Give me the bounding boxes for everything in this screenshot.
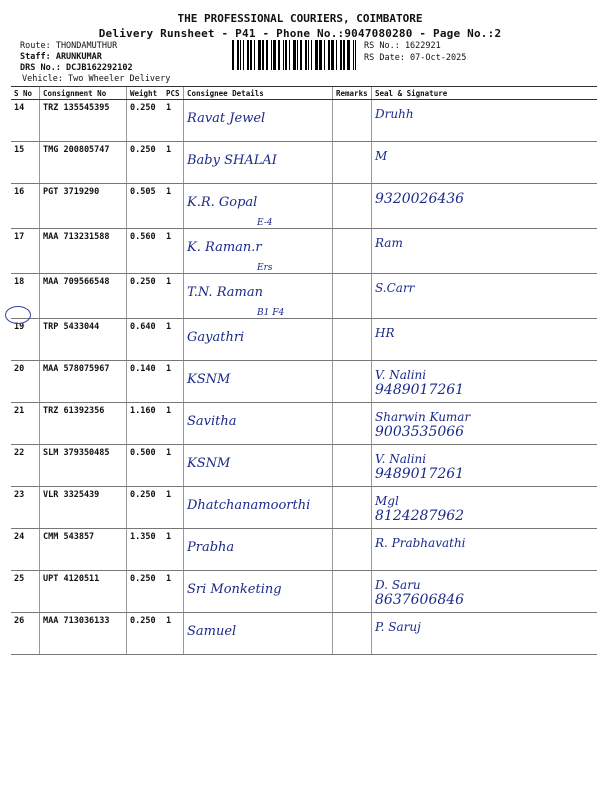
col-remarks: Remarks bbox=[333, 87, 372, 100]
weight-value: 0.640 bbox=[130, 322, 156, 332]
drs-number: DRS No.: DCJB162292102 bbox=[20, 63, 133, 73]
barcode-image bbox=[232, 40, 360, 70]
signature-phone: 9489017261 bbox=[375, 382, 465, 398]
weight-value: 0.505 bbox=[130, 187, 156, 197]
serial-number: 20 bbox=[14, 364, 25, 374]
signature: V. Nalini bbox=[375, 452, 427, 466]
pieces-count: 1 bbox=[166, 448, 172, 458]
serial-number: 25 bbox=[14, 574, 25, 584]
table-row bbox=[11, 274, 597, 319]
weight-value: 0.250 bbox=[130, 616, 156, 626]
consignment-number: MAA 578075967 bbox=[43, 364, 110, 374]
weight-value: 0.140 bbox=[130, 364, 156, 374]
weight-value: 0.250 bbox=[130, 490, 156, 500]
weight-value: 0.250 bbox=[130, 103, 156, 113]
consignee-note bbox=[257, 126, 329, 134]
weight-value: 0.250 bbox=[130, 145, 156, 155]
consignment-number: VLR 3325439 bbox=[43, 490, 100, 500]
col-sno: S No bbox=[11, 87, 40, 100]
signature-phone: 9489017261 bbox=[375, 466, 465, 482]
weight-value: 0.560 bbox=[130, 232, 156, 242]
signature-phone: 8124287962 bbox=[375, 508, 465, 524]
serial-number: 22 bbox=[14, 448, 25, 458]
consignee-note bbox=[257, 597, 329, 605]
signature-phone: 9320026436 bbox=[375, 191, 465, 207]
consignee-note bbox=[257, 639, 329, 647]
pieces-count: 1 bbox=[166, 364, 172, 374]
signature: Druhh bbox=[375, 107, 414, 121]
route-label: Route: THONDAMUTHUR bbox=[20, 41, 118, 51]
rs-date: RS Date: 07-Oct-2025 bbox=[364, 53, 467, 63]
consignee-name: Gayathri bbox=[187, 330, 245, 345]
consignment-number: TRZ 135545395 bbox=[43, 103, 110, 113]
serial-number: 14 bbox=[14, 103, 25, 113]
table-row bbox=[11, 319, 597, 361]
staff-label: Staff: ARUNKUMAR bbox=[20, 52, 102, 62]
consignee-name: Baby SHALAI bbox=[187, 153, 277, 168]
pieces-count: 1 bbox=[166, 406, 172, 416]
table-row bbox=[11, 571, 597, 613]
table-row bbox=[11, 613, 597, 655]
pieces-count: 1 bbox=[166, 322, 172, 332]
signature: Sharwin Kumar bbox=[375, 410, 471, 424]
consignment-number: TMG 200805747 bbox=[43, 145, 110, 155]
consignment-number: TRP 5433044 bbox=[43, 322, 100, 332]
consignee-name: Ravat Jewel bbox=[187, 111, 266, 126]
company-title: THE PROFESSIONAL COURIERS, COIMBATORE bbox=[177, 12, 423, 25]
signature: Ram bbox=[375, 236, 403, 250]
consignee-name: Dhatchanamoorthi bbox=[187, 498, 311, 513]
pieces-count: 1 bbox=[166, 232, 172, 242]
col-consignment: Consignment No bbox=[40, 87, 127, 100]
pieces-count: 1 bbox=[166, 490, 172, 500]
delivery-table bbox=[11, 86, 597, 655]
consignee-note: Ers bbox=[257, 263, 273, 273]
consignee-note bbox=[257, 555, 329, 563]
col-weight: Weight bbox=[127, 87, 164, 100]
consignee-name: T.N. Raman bbox=[187, 285, 263, 300]
table-row bbox=[11, 487, 597, 529]
pieces-count: 1 bbox=[166, 532, 172, 542]
pieces-count: 1 bbox=[166, 187, 172, 197]
consignee-note: B1 F4 bbox=[257, 308, 285, 318]
consignment-number: TRZ 61392356 bbox=[43, 406, 105, 416]
table-row bbox=[11, 403, 597, 445]
signature-phone: 8637606846 bbox=[375, 592, 465, 608]
consignee-name: KSNM bbox=[187, 372, 231, 387]
weight-value: 0.250 bbox=[130, 277, 156, 287]
table-row bbox=[11, 100, 597, 142]
table-row bbox=[11, 142, 597, 184]
consignee-name: Prabha bbox=[187, 540, 235, 555]
serial-number: 23 bbox=[14, 490, 25, 500]
consignee-note bbox=[257, 471, 329, 479]
signature: HR bbox=[375, 326, 395, 340]
table-row bbox=[11, 184, 597, 229]
col-signature: Seal & Signature bbox=[372, 87, 598, 100]
table-header-row bbox=[11, 87, 597, 100]
consignee-note bbox=[257, 168, 329, 176]
vehicle-label: Vehicle: Two Wheeler Delivery bbox=[22, 74, 171, 84]
consignee-note bbox=[257, 429, 329, 437]
serial-number: 19 bbox=[14, 322, 25, 332]
signature: D. Saru bbox=[375, 578, 421, 592]
signature: S.Carr bbox=[375, 281, 415, 295]
consignee-note: E-4 bbox=[257, 218, 273, 228]
consignee-note bbox=[257, 513, 329, 521]
pieces-count: 1 bbox=[166, 616, 172, 626]
serial-number: 26 bbox=[14, 616, 25, 626]
consignee-note bbox=[257, 387, 329, 395]
serial-number: 18 bbox=[14, 277, 25, 287]
row-19-circle-mark bbox=[5, 306, 31, 324]
consignment-number: PGT 3719290 bbox=[43, 187, 100, 197]
col-consignee: Consignee Details bbox=[184, 87, 333, 100]
consignee-name: Samuel bbox=[187, 624, 237, 639]
consignee-name: Sri Monketing bbox=[187, 582, 282, 597]
serial-number: 24 bbox=[14, 532, 25, 542]
consignment-number: MAA 713036133 bbox=[43, 616, 110, 626]
signature: P. Saruj bbox=[375, 620, 421, 634]
weight-value: 0.250 bbox=[130, 574, 156, 584]
serial-number: 16 bbox=[14, 187, 25, 197]
consignee-note bbox=[257, 345, 329, 353]
serial-number: 15 bbox=[14, 145, 25, 155]
pieces-count: 1 bbox=[166, 103, 172, 113]
pieces-count: 1 bbox=[166, 277, 172, 287]
table-row bbox=[11, 529, 597, 571]
consignment-number: MAA 713231588 bbox=[43, 232, 110, 242]
signature-phone: 9003535066 bbox=[375, 424, 465, 440]
consignee-name: KSNM bbox=[187, 456, 231, 471]
signature: M bbox=[375, 149, 388, 163]
signature: V. Nalini bbox=[375, 368, 427, 382]
serial-number: 17 bbox=[14, 232, 25, 242]
table-row bbox=[11, 361, 597, 403]
pieces-count: 1 bbox=[166, 574, 172, 584]
weight-value: 0.500 bbox=[130, 448, 156, 458]
consignee-name: K.R. Gopal bbox=[187, 195, 258, 210]
runsheet-subtitle: Delivery Runsheet - P41 - Phone No.:9047080280 - Page No.:2 bbox=[98, 27, 502, 40]
serial-number: 21 bbox=[14, 406, 25, 416]
consignee-name: Savitha bbox=[187, 414, 237, 429]
consignment-number: UPT 4120511 bbox=[43, 574, 100, 584]
consignment-number: CMM 543857 bbox=[43, 532, 95, 542]
table-row bbox=[11, 229, 597, 274]
consignment-number: SLM 379350485 bbox=[43, 448, 110, 458]
weight-value: 1.350 bbox=[130, 532, 156, 542]
rs-number: RS No.: 1622921 bbox=[364, 41, 441, 51]
pieces-count: 1 bbox=[166, 145, 172, 155]
table-row bbox=[11, 445, 597, 487]
consignee-name: K. Raman.r bbox=[187, 240, 262, 255]
signature: R. Prabhavathi bbox=[375, 536, 466, 550]
weight-value: 1.160 bbox=[130, 406, 156, 416]
col-pcs: PCS bbox=[163, 87, 184, 100]
consignment-number: MAA 709566548 bbox=[43, 277, 110, 287]
signature: Mgl bbox=[375, 494, 399, 508]
